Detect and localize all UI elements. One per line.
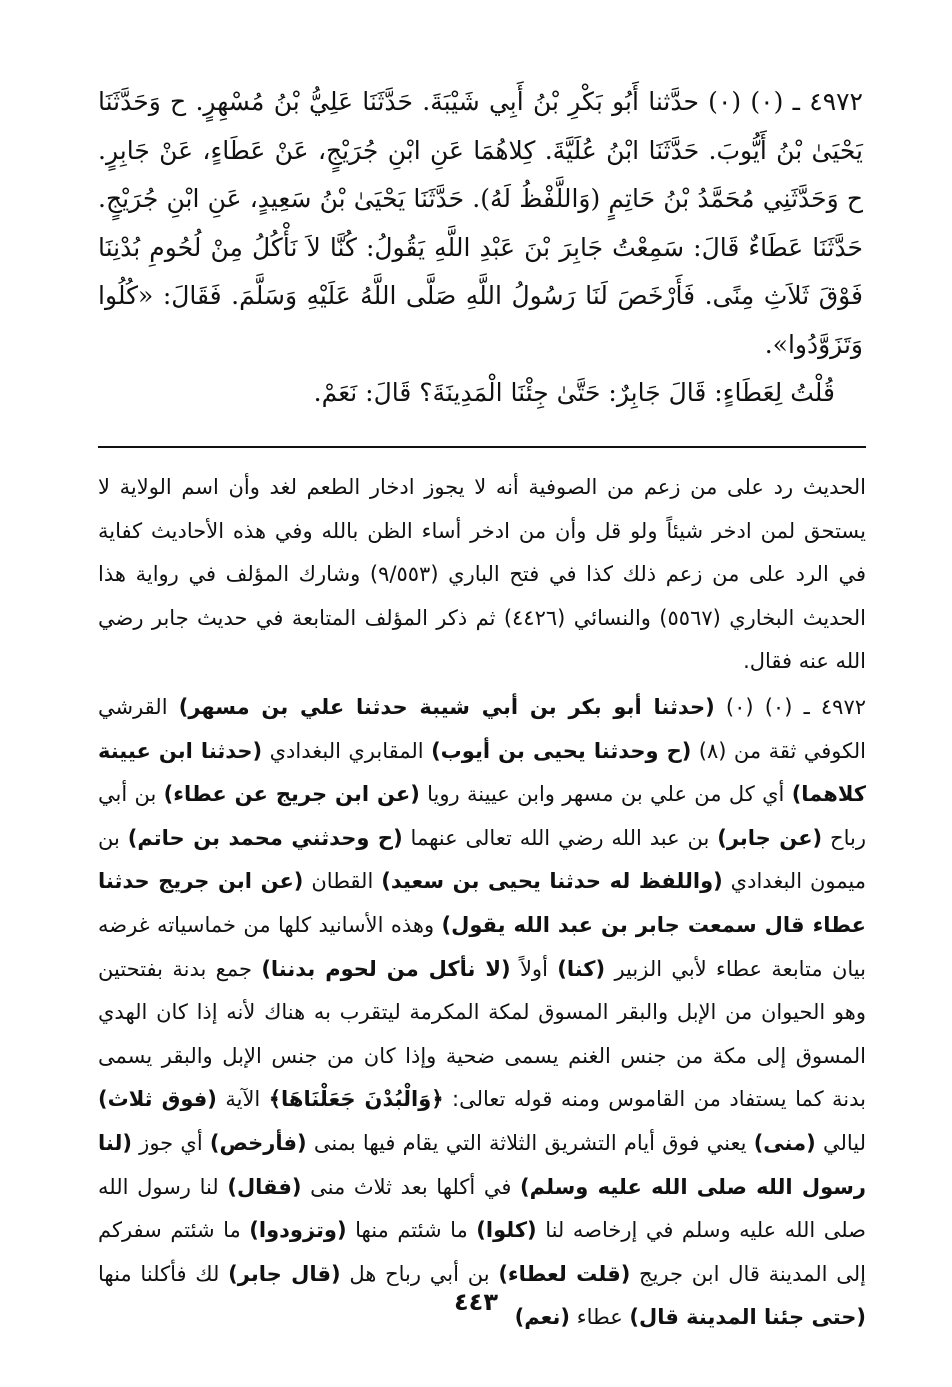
quoted-hadith-text: (قال جابر) bbox=[228, 1261, 341, 1286]
commentary-text: القرشي الكوفي ثقة من (٨) bbox=[98, 694, 866, 763]
commentary-text: يعني فوق أيام التشريق الثلاثة التي يقام فيها بمنى bbox=[306, 1130, 754, 1155]
quoted-hadith-text: (فأرخص) bbox=[209, 1130, 307, 1155]
quoted-hadith-text: (حتى جئنا المدينة قال) bbox=[629, 1305, 866, 1330]
quoted-hadith-text: (ح وحدثني محمد بن حاتم) bbox=[127, 825, 403, 850]
commentary-paragraph-2 bbox=[98, 686, 866, 1340]
commentary-text: أي كل من علي بن مسهر وابن عيينة رويا bbox=[419, 782, 792, 807]
commentary-text: الآية bbox=[216, 1087, 269, 1112]
quoted-hadith-text: (كنا) bbox=[557, 956, 606, 981]
commentary-text: أي جوز bbox=[131, 1130, 210, 1155]
quoted-hadith-text: (كلوا) bbox=[476, 1218, 537, 1243]
commentary-text: عطاء bbox=[570, 1305, 630, 1330]
commentary-text: بن أبي رباح bbox=[98, 782, 866, 850]
quoted-hadith-text: (لنا رسول الله صلى الله عليه وسلم) bbox=[98, 1130, 866, 1199]
quoted-hadith-text: (منى) bbox=[753, 1130, 816, 1155]
commentary-text: ما شئتم منها bbox=[346, 1218, 477, 1243]
commentary-paragraph-1: الحديث رد على من زعم من الصوفية أنه لا يجوز ادخار الطعم لغد وأن اسم الولاية لا يستحق لمن ادخر شيئاً ولو قل وأن من ادخر أساء الظن بالله وفي هذه الأحاديث كفاية في الرد على من زعم ذلك كذا في فتح الباري (٩/٥٥٣) وشارك المؤلف في رواية هذا الحديث البخاري (٥٥٦٧) والنسائي (٤٤٢٦) ثم ذكر المؤلف المتابعة في حديث جابر رضي الله عنه فقال. bbox=[98, 475, 866, 674]
commentary-block bbox=[98, 466, 866, 1340]
quoted-hadith-text: (عن ابن جريج عن عطاء) bbox=[163, 782, 420, 807]
quoted-hadith-text: ﴿وَالْبُدْنَ جَعَلْنَاهَا﴾ bbox=[268, 1087, 444, 1112]
quoted-hadith-text: (وتزودوا) bbox=[249, 1218, 347, 1243]
commentary-text: ما شئتم سفركم إلى المدينة قال ابن جريج bbox=[98, 1218, 866, 1286]
commentary-text: وهذه الأسانيد كلها من خماسياته غرضه بيان متابعة عطاء لأبي الزبير bbox=[98, 912, 866, 981]
commentary-text: لك فأكلنا منها bbox=[98, 1261, 229, 1286]
quoted-hadith-text: (فقال) bbox=[227, 1174, 302, 1199]
quoted-hadith-text: (فوق ثلاث) bbox=[98, 1087, 217, 1112]
page-number: ٤٤٣ bbox=[454, 1288, 498, 1316]
commentary-text: أولاً bbox=[510, 956, 558, 981]
quoted-hadith-text: (واللفظ له حدثنا يحيى بن سعيد) bbox=[381, 869, 723, 894]
hadith-main-paragraph: ٤٩٧٢ ـ (٠) (٠) حدَّثنا أَبُو بَكْرِ بْنُ أَبِي شَيْبَةَ. حَدَّثَنَا عَلِيُّ بْنُ مُسْهِرٍ. ح وَحَدَّثَنَا يَحْيَىٰ بْنُ أَيُّوبَ. حَدَّثَنَا ابْنُ عُلَيَّةَ. كِلاهُمَا عَنِ ابْنِ جُرَيْجٍ، عَنْ عَطَاءٍ، عَنْ جَابِرٍ. ح وَحَدَّثَنِي مُحَمَّدُ بْنُ حَاتِمٍ (وَاللَّفْظُ لَهُ). حَدَّثَنَا يَحْيَىٰ بْنُ سَعِيدٍ، عَنِ ابْنِ جُرَيْجٍ. حَدَّثَنَا عَطَاءٌ قَالَ: سَمِعْتُ جَابِرَ بْنَ عَبْدِ اللَّهِ يَقُولُ: كُنَّا لاَ نَأْكُلُ مِنْ لُحُومِ بُدْنِنَا فَوْقَ ثَلاَثِ مِنًى. فَأَرْخَصَ لَنَا رَسُولُ اللَّهِ صَلَّى اللَّهُ عَلَيْهِ وَسَلَّمَ. فَقَالَ: «كُلُوا وَتَزَوَّدُوا». bbox=[98, 87, 863, 359]
commentary-text: في أكلها بعد ثلاث منى bbox=[301, 1174, 520, 1199]
quoted-hadith-text: (عن ابن جريج حدثنا عطاء قال سمعت جابر بن عبد الله يقول) bbox=[98, 869, 866, 937]
commentary-text: القطان bbox=[303, 869, 382, 894]
quoted-hadith-text: (نعم) bbox=[514, 1305, 571, 1330]
quoted-hadith-text: (حدثنا أبو بكر بن أبي شيبة حدثنا علي بن مسهر) bbox=[178, 694, 715, 719]
quoted-hadith-text: (ح وحدثنا يحيى بن أيوب) bbox=[431, 738, 692, 763]
commentary-text: ليالي bbox=[815, 1130, 866, 1155]
commentary-text: المقابري البغدادي bbox=[262, 738, 432, 763]
quoted-hadith-text: (قلت لعطاء) bbox=[498, 1261, 631, 1286]
hadith-text-block bbox=[98, 78, 863, 418]
commentary-text: ٤٩٧٢ ـ (٠) (٠) bbox=[714, 694, 867, 719]
quoted-hadith-text: (لا نأكل من لحوم بدننا) bbox=[261, 956, 511, 981]
commentary-text: بن عبد الله رضي الله تعالى عنهما bbox=[402, 825, 718, 850]
commentary-text: لنا رسول الله صلى الله عليه وسلم في إرخاصه لنا bbox=[98, 1174, 867, 1243]
commentary-text: جمع بدنة بفتحتين وهو الحيوان من الإبل والبقر المسوق لمكة المكرمة ليتقرب به هناك لأنه إذا كان الهدي المسوق إلى مكة من جنس الغنم يسمى ضحية وإذا كان من جنس الإبل والبقر يسمى بدنة كما يستفاد من القاموس ومنه قوله تعالى: bbox=[98, 956, 867, 1112]
commentary-text: بن أبي رباح هل bbox=[340, 1261, 499, 1286]
hadith-closing-line: قُلْتُ لِعَطَاءٍ: قَالَ جَابِرٌ: حَتَّىٰ جِئْنَا الْمَدِينَةَ؟ قَالَ: نَعَمْ. bbox=[313, 378, 835, 407]
footnote-divider bbox=[98, 446, 866, 448]
quoted-hadith-text: (حدثنا ابن عيينة كلاهما) bbox=[98, 738, 866, 807]
quoted-hadith-text: (عن جابر) bbox=[717, 825, 823, 850]
commentary-text: بن ميمون البغدادي bbox=[98, 825, 866, 894]
